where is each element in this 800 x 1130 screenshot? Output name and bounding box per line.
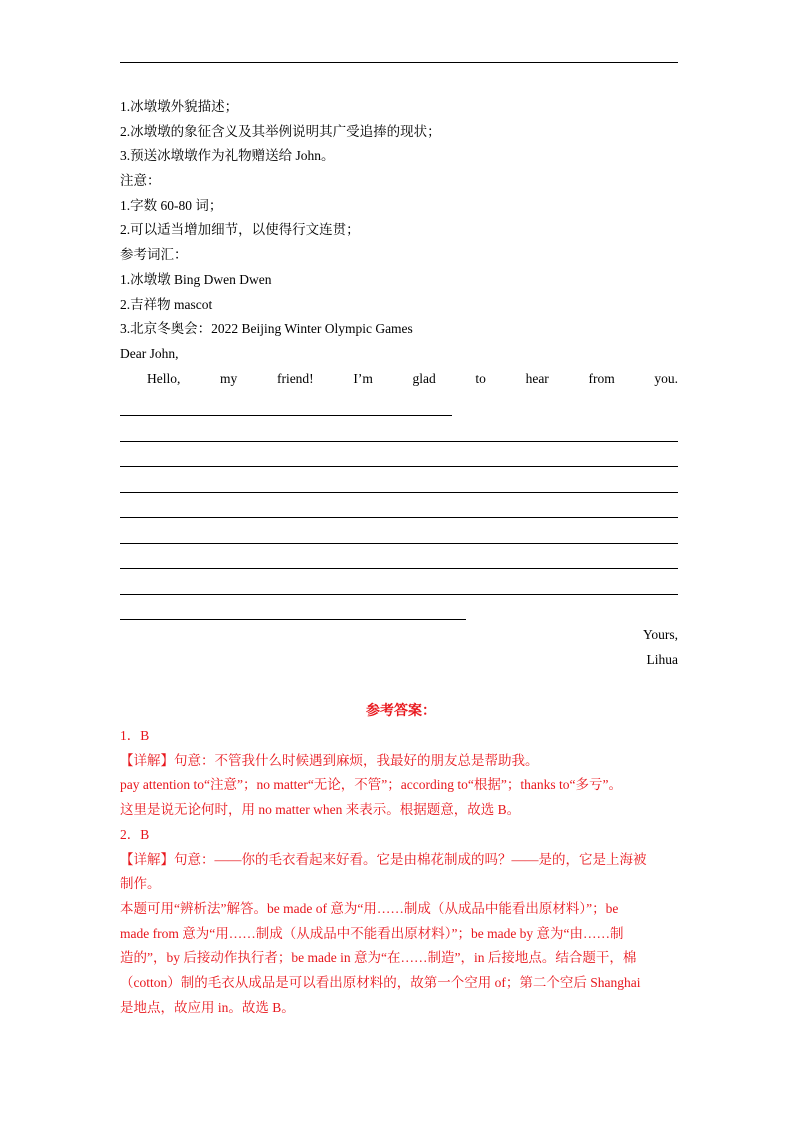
letter-signature: Lihua xyxy=(646,652,678,668)
header-rule xyxy=(120,62,678,63)
task-point: 2.冰墩墩的象征含义及其举例说明其广受追捧的现状； xyxy=(120,123,441,139)
writing-line[interactable] xyxy=(120,397,452,416)
notes-label: 注意： xyxy=(120,173,161,189)
writing-line[interactable] xyxy=(120,493,678,519)
writing-line[interactable] xyxy=(120,442,678,468)
answer-number: 1．B xyxy=(120,728,150,743)
writing-line[interactable] xyxy=(120,544,678,570)
answer-section xyxy=(120,700,682,1020)
answer-title: 参考答案： xyxy=(366,704,436,719)
answer-line: 造的”，by 后接动作执行者；be made in 意为“在……制造”，in 后接地点。结合题干，棉 xyxy=(120,950,637,966)
opening-word: to xyxy=(475,370,486,386)
answer-line: 是地点，故应用 in。故选 B。 xyxy=(120,999,295,1015)
note-item: 1.字数 60-80 词； xyxy=(120,197,223,213)
task-point: 1.冰墩墩外貌描述； xyxy=(120,99,239,114)
answer-line: 制作。 xyxy=(120,876,161,892)
answer-line: made from 意为“用……制成（从成品中不能看出原材料）”；be made by 意为“由……制 xyxy=(120,925,624,941)
opening-word: hear xyxy=(525,370,549,386)
writing-lines[interactable] xyxy=(120,397,678,620)
letter-greeting: Dear John, xyxy=(120,345,179,361)
vocab-label: 参考词汇： xyxy=(120,247,188,263)
writing-task xyxy=(120,95,678,672)
answer-line: 这里是说无论何时，用 no matter when 来表示。根据题意，故选 B。 xyxy=(120,802,521,818)
opening-word: from xyxy=(588,370,615,386)
answer-line: 本题可用“辨析法”解答。be made of 意为“用……制成（从成品中能看出原材料）”；be xyxy=(120,900,619,916)
answer-line: （cotton）制的毛衣从成品是可以看出原材料的，故第一个空用 of；第二个空后 Shanghai xyxy=(120,975,641,991)
answer-line: 【详解】句意：——你的毛衣看起来好看。它是由棉花制成的吗？——是的，它是上海被 xyxy=(120,851,647,867)
answer-number: 2．B xyxy=(120,826,150,842)
writing-line[interactable] xyxy=(120,518,678,544)
writing-line[interactable] xyxy=(120,416,678,442)
opening-word: my xyxy=(220,370,238,386)
letter-closing: Yours, xyxy=(642,627,678,643)
writing-line[interactable] xyxy=(120,467,678,493)
letter-opening xyxy=(120,367,678,392)
vocab-item: 2.吉祥物 mascot xyxy=(120,296,213,312)
opening-word: glad xyxy=(412,370,436,386)
answer-line: 【详解】句意：不管我什么时候遇到麻烦，我最好的朋友总是帮助我。 xyxy=(120,752,539,768)
writing-line[interactable] xyxy=(120,569,678,595)
vocab-item: 1.冰墩墩 Bing Dwen Dwen xyxy=(120,271,272,287)
opening-word: friend! xyxy=(276,370,314,386)
opening-word: Hello, xyxy=(147,370,181,386)
note-item: 2.可以适当增加细节，以使得行文连贯； xyxy=(120,222,360,238)
answer-line: pay attention to“注意”；no matter“无论，不管”；according to“根据”；thanks to“多亏”。 xyxy=(120,777,622,793)
opening-word: I’m xyxy=(353,370,373,386)
opening-word: you. xyxy=(654,370,678,386)
task-point: 3.预送冰墩墩作为礼物赠送给 John。 xyxy=(120,148,335,164)
vocab-item: 3.北京冬奥会：2022 Beijing Winter Olympic Games xyxy=(120,321,413,337)
writing-line[interactable] xyxy=(120,595,466,621)
